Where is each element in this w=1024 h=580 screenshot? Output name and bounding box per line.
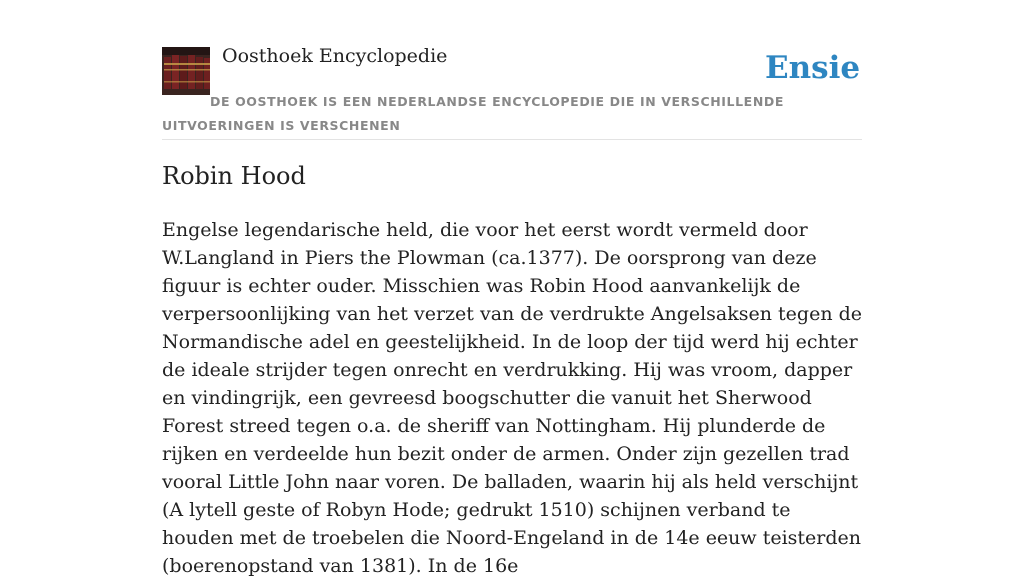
site-tagline: DE OOSTHOEK IS EEN NEDERLANDSE ENCYCLOPEDIE DIE IN VERSCHILLENDE UITVOERINGEN IS VERSCHENEN xyxy=(162,94,784,133)
article-body: Engelse legendarische held, die voor het eerst wordt vermeld door W.Langland in Piers the Plowman (ca.1377). De oorsprong van deze figuur is echter ouder. Misschien was Robin Hood aanvankelijk de verpersoonlijking van het verzet van de verdrukte Angelsaksen tegen de Normandische adel en geestelijkheid. In de loop der tijd werd hij echter de ideale strijder tegen onrecht en verdrukking. Hij was vroom, dapper en vindingrijk, een gevreesd boogschutter die vanuit het Sherwood Forest streed tegen o.a. de sheriff van Nottingham. Hij plunderde de rijken en verdeelde hun bezit onder de armen. Onder zijn gezellen trad vooral Little John naar voren. De balladen, waarin hij als held verschijnt (A lytell geste of Robyn Hode; gedrukt 1510) schijnen verband te houden met de troebelen die Noord-Engeland in de 14e eeuw teisterden (boerenopstand van 1381). In de 16e xyxy=(162,219,863,577)
source-avatar[interactable] xyxy=(162,47,210,95)
site-name-link[interactable]: Oosthoek Encyclopedie xyxy=(222,45,448,67)
brand-logo[interactable]: Ensie xyxy=(765,50,861,86)
header-divider xyxy=(162,139,862,140)
article-title: Robin Hood xyxy=(162,162,306,190)
book-spines-icon xyxy=(162,47,210,95)
